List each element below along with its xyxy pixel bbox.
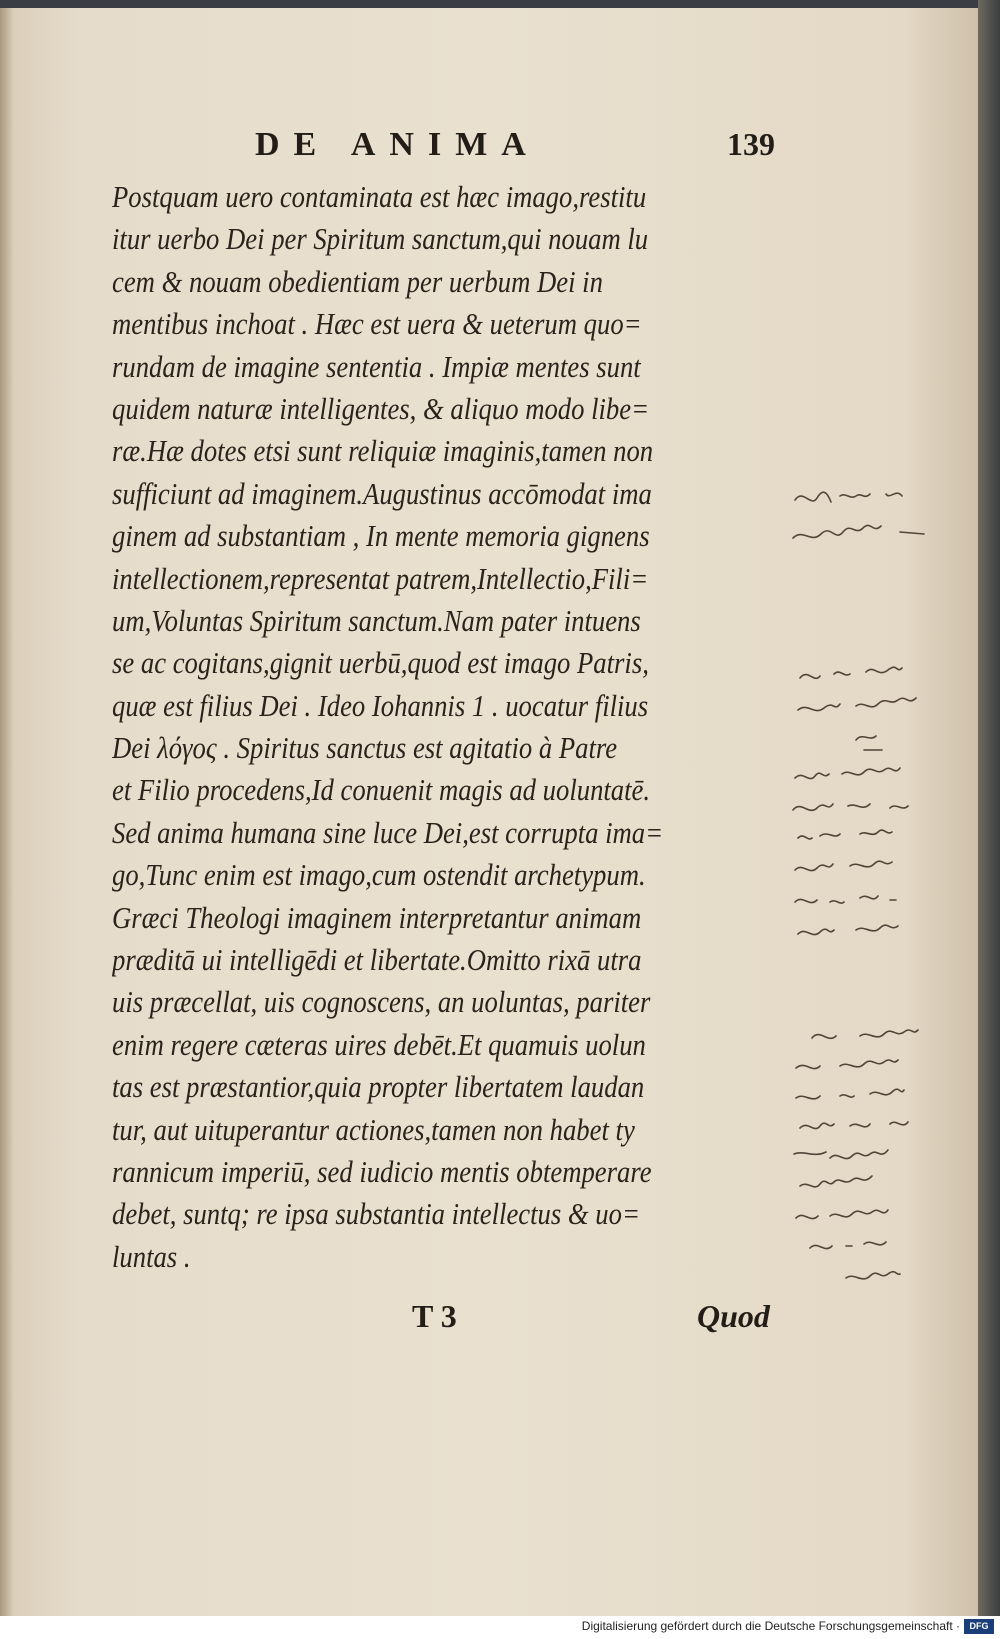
main-text-block bbox=[112, 176, 788, 1278]
text-line: sufficiunt ad imaginem.Augustinus accōmodat ima bbox=[112, 475, 652, 511]
text-line: Postquam uero contaminata est hæc imago,restitu bbox=[112, 179, 647, 214]
text-line: cem & nouam obedientiam per uerbum Dei in bbox=[112, 263, 603, 299]
text-line: Græci Theologi imaginem interpretantur animam bbox=[112, 899, 642, 935]
text-line: tas est præstantior,quia propter libertatem laudan bbox=[112, 1069, 645, 1105]
text-line: quidem naturæ intelligentes, & aliquo modo libe= bbox=[112, 390, 650, 426]
text-line: debet, suntq; re ipsa substantia intellectus & uo= bbox=[112, 1196, 640, 1232]
text-line: Dei λόγος . Spiritus sanctus est agitatio à Patre bbox=[112, 730, 618, 766]
text-line: præditā ui intelligēdi et libertate.Omitto rixā utra bbox=[112, 942, 642, 978]
catchword: Quod bbox=[697, 1298, 770, 1334]
text-line: ginem ad substantiam , In mente memoria gignens bbox=[112, 518, 650, 554]
text-line: go,Tunc enim est imago,cum ostendit archetypum. bbox=[112, 857, 646, 893]
text-line: et Filio procedens,Id conuenit magis ad uoluntatē. bbox=[112, 772, 651, 808]
handwritten-marginalia bbox=[790, 478, 970, 1318]
text-line: enim regere cæteras uires debēt.Et quamuis uolun bbox=[112, 1026, 646, 1062]
running-head-title: DE ANIMA bbox=[255, 126, 540, 163]
text-line: Sed anima humana sine luce Dei,est corrupta ima= bbox=[112, 814, 664, 850]
text-line: itur uerbo Dei per Spiritum sanctum,qui nouam lu bbox=[112, 221, 649, 257]
page-edge bbox=[978, 0, 1000, 1616]
funding-credit: Digitalisierung gefördert durch die Deutsche Forschungsgemeinschaft · bbox=[581, 1619, 960, 1633]
text-line: intellectionem,representat patrem,Intellectio,Fili= bbox=[112, 560, 649, 596]
dfg-logo: DFG bbox=[964, 1619, 994, 1634]
text-line: ræ.Hæ dotes etsi sunt reliquiæ imaginis,tamen non bbox=[112, 433, 654, 469]
text-line: rundam de imagine sententia . Impiæ mentes sunt bbox=[112, 348, 641, 384]
text-line: mentibus inchoat . Hæc est uera & ueterum quo= bbox=[112, 306, 642, 342]
text-line: luntas . bbox=[112, 1238, 191, 1274]
text-line: quæ est filius Dei . Ideo Iohannis 1 . uocatur filius bbox=[112, 687, 649, 723]
text-line: um,Voluntas Spiritum sanctum.Nam pater intuens bbox=[112, 602, 641, 638]
text-line: se ac cogitans,gignit uerbū,quod est imago Patris, bbox=[112, 645, 649, 681]
text-line: tur, aut uituperantur actiones,tamen non habet ty bbox=[112, 1111, 635, 1147]
digitization-footer bbox=[0, 1616, 1000, 1639]
running-head bbox=[255, 126, 775, 172]
text-line: uis præcellat, uis cognoscens, an uoluntas, pariter bbox=[112, 984, 651, 1020]
page-number: 139 bbox=[727, 126, 775, 162]
text-line: rannicum imperiū, sed iudicio mentis obtemperare bbox=[112, 1153, 652, 1189]
signature-mark: T 3 bbox=[412, 1298, 457, 1334]
book-page bbox=[0, 8, 982, 1616]
